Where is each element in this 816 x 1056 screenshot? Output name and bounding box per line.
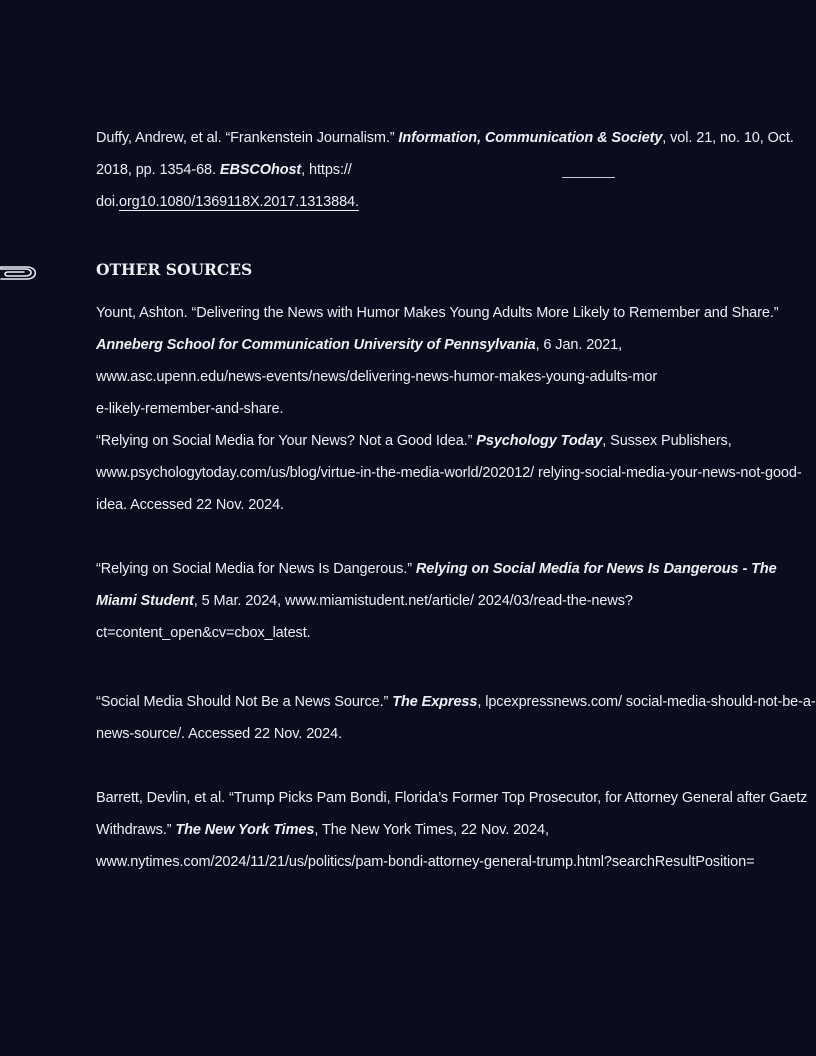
citation-site: The Express (392, 694, 478, 710)
section-header (96, 255, 816, 285)
citation-text: Yount, Ashton. “Delivering the News with Humor Makes Young Adults More Likely to Remember and Share.” (96, 305, 779, 321)
citation-journal: Information, Communication & Society (398, 130, 663, 146)
section-heading-other-sources: OTHER SOURCES (96, 260, 253, 279)
citation-site: The New York Times (175, 822, 315, 838)
document-page (96, 122, 816, 878)
citation-text: , 6 Jan. 2021, (535, 337, 623, 353)
citation-url[interactable]: e-likely-remember-and-share. (96, 401, 284, 417)
citation-site: Psychology Today (476, 433, 603, 449)
citation-express (96, 686, 816, 750)
citation-text: , 5 Mar. 2024, www.miamistudent.net/article/ 2024/03/read-the-news?ct=content_open&cv=cbox_latest. (96, 593, 633, 641)
doi-link[interactable]: org10.1080/1369118X.2017.1313884. (118, 194, 359, 210)
citation-text: Barrett, Devlin, et al. “Trump Picks Pam Bondi, Florida’s Former Top Prosecutor, for Attorney General after Gaetz Withdraws.” (96, 790, 808, 838)
doi-prefix: doi. (96, 194, 119, 210)
blank-line (96, 521, 816, 553)
citation-psychology-today (96, 425, 816, 521)
citation-text: “Social Media Should Not Be a News Source.” (96, 694, 393, 710)
blank-line (96, 649, 816, 686)
citation-text: “Relying on Social Media for News Is Dangerous.” (96, 561, 416, 577)
citation-text: , https:// (301, 162, 352, 178)
citation-database: EBSCOhost (219, 162, 302, 178)
citation-text: , vol. 21, no. 10, Oct. 2018, pp. 1354-68. (96, 130, 794, 178)
citation-duffy (96, 122, 816, 218)
citation-barrett (96, 782, 816, 878)
citation-text: , lpcexpressnews.com/ social-media-should-not-be-a-news-source/. Accessed 22 Nov. 2024. (96, 694, 816, 742)
citation-yount (96, 297, 816, 425)
citation-text: , Sussex Publishers, www.psychologytoday.com/us/blog/virtue-in-the-media-world/202012/ relying-social-media-your-news-not-good-idea. Accessed 22 Nov. 2024. (96, 433, 802, 513)
citation-url[interactable]: www.asc.upenn.edu/news-events/news/delivering-news-humor-makes-young-adults-mor (96, 369, 658, 385)
paperclip-icon[interactable] (0, 262, 36, 282)
citation-site: Anneberg School for Communication University of Pennsylvania (96, 337, 536, 353)
blank-line (96, 750, 816, 782)
citation-text: “Relying on Social Media for Your News? Not a Good Idea.” (96, 433, 477, 449)
citation-text: , The New York Times, 22 Nov. 2024, (314, 822, 549, 838)
citation-miami-student (96, 553, 816, 649)
citation-text: Duffy, Andrew, et al. “Frankenstein Journalism.” (96, 130, 399, 146)
citation-site: Relying on Social Media for News Is Dangerous - The Miami Student (96, 561, 777, 609)
citation-url[interactable]: www.nytimes.com/2024/11/21/us/politics/pam-bondi-attorney-general-trump.html?searchResultPosition= (96, 854, 755, 870)
